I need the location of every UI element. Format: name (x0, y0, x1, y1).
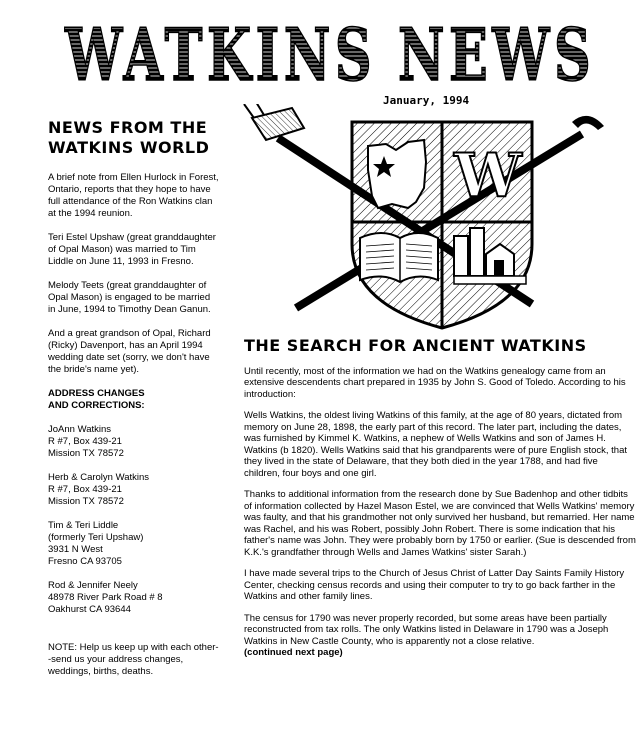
article-paragraph: Wells Watkins, the oldest living Watkins of this family, at the age of 80 years, dictated from memory on June 28, 1898, the early part of this record. The later part, including the dates, was furnished by Kimmel K. Watkins, a nephew of Wells Watkins and son of James H. Watkins (b 1820). Wells Watkins said that his grandparents were of pure English stock, that they lived in the state of Delaware, that they both died in the year 1788, and had five children, four boys and one girl. (244, 410, 627, 479)
article-paragraph: The census for 1790 was never properly recorded, but some areas have been partially reconstructed from tax rolls. The only Watkins listed in Delaware in 1790 was a Joseph Watkins in New Castle County, who is apparently not a close relative. (244, 612, 609, 647)
article-paragraph: Thanks to additional information from the research done by Sue Badenhop and other tidbits of information collected by Hazel Mason Estel, we are convinced that Wells Watkins' memory was faulty, and that his grandmother not only survived her husband, but remarried. Her name was Rachel, and his was Robert, possibly John Robert. There is some indication that his father's name was John. They were probably born by 1750 or earlier. (Sue is descended from K.K.'s grandfather through Wells and James Watkins' sister Sarah.) (244, 489, 636, 558)
address-heading: ADDRESS CHANGES AND CORRECTIONS: (48, 388, 145, 411)
news-column (48, 118, 220, 690)
continued-notice: (continued next page) (244, 647, 343, 658)
news-item: Melody Teets (great granddaughter of Opal Mason) is engaged to be married in June, 1994 to Timothy Dean Ganun. (48, 280, 211, 315)
address-entry: Herb & Carolyn Watkins R #7, Box 439-21 Mission TX 78572 (48, 472, 150, 507)
article-title: THE SEARCH FOR ANCIENT WATKINS (244, 336, 587, 355)
masthead-title-art (60, 14, 600, 92)
monogram: W (454, 141, 522, 211)
issue-date: January, 1994 (383, 94, 470, 107)
article (244, 336, 636, 659)
article-paragraph: Until recently, most of the information we had on the Watkins genealogy came from an extensive descendents chart prepared in 1935 by John S. Good of Toledo. According to his introduction: (244, 365, 626, 400)
masthead-title: WATKINS NEWS (64, 14, 595, 92)
address-entry: Rod & Jennifer Neely 48978 River Park Road # 8 Oakhurst CA 93644 (48, 580, 163, 615)
masthead (60, 14, 600, 92)
news-heading: NEWS FROM THE WATKINS WORLD (48, 118, 210, 157)
article-paragraph: I have made several trips to the Church of Jesus Christ of Latter Day Saints Family History Center, checking census records and using their computer to try to go back farther in the Watkins and other family lines. (244, 568, 625, 602)
address-entry: Tim & Teri Liddle (formerly Teri Upshaw) 3931 N West Fresno CA 93705 (48, 520, 144, 567)
news-item: A brief note from Ellen Hurlock in Forest, Ontario, reports that they hope to have full attendance of the Ron Watkins clan at the 1994 reunion. (48, 172, 219, 219)
news-item: Teri Estel Upshaw (great granddaughter of Opal Mason) was married to Tim Liddle on June 11, 1993 in Fresno. (48, 232, 216, 267)
address-entry: JoAnn Watkins R #7, Box 439-21 Mission TX 78572 (48, 424, 124, 459)
address-note: NOTE: Help us keep up with each other--send us your address changes, weddings, births, deaths. (48, 642, 219, 677)
news-item: And a great grandson of Opal, Richard (Ricky) Davenport, has an April 1994 wedding date set (sorry, we don't have the bride's name yet). (48, 328, 211, 375)
shield-icon (352, 122, 532, 328)
book-icon (360, 233, 438, 282)
family-crest (232, 104, 612, 336)
state-map-icon (368, 140, 426, 208)
